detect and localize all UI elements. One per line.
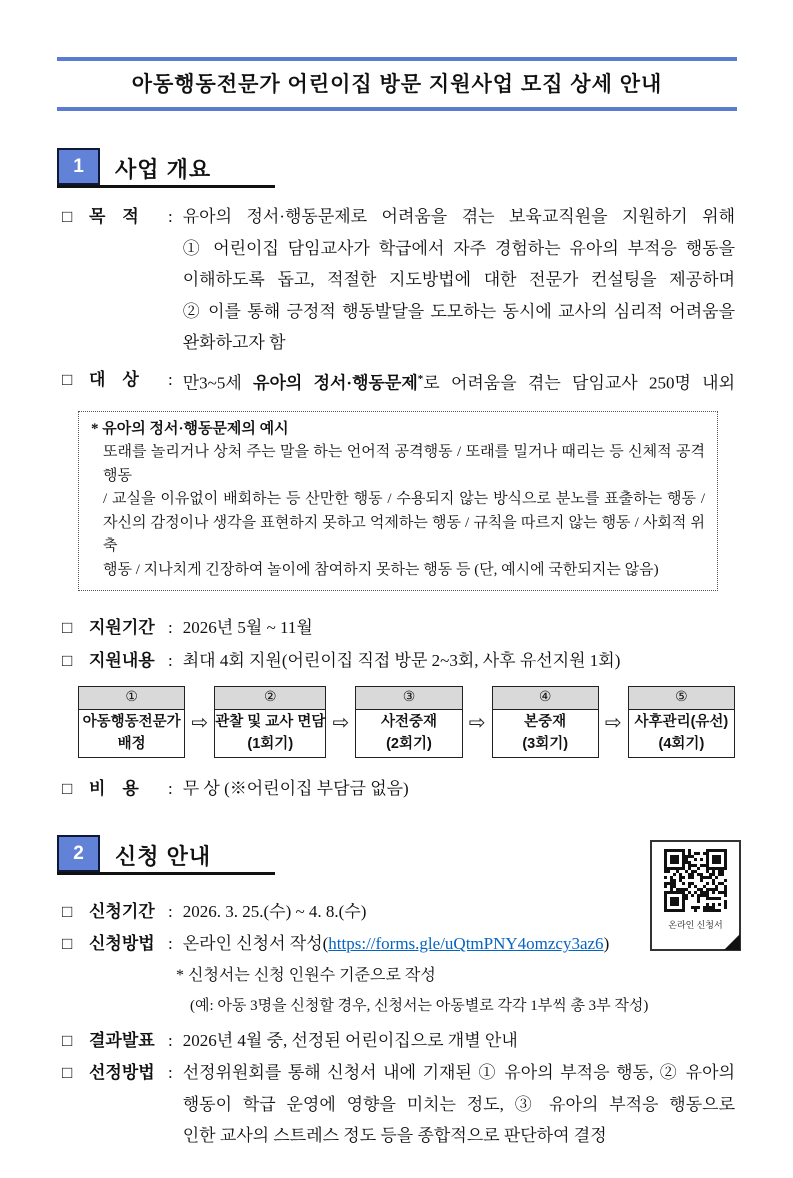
step-line1: 사전중재 <box>380 714 437 731</box>
section1-number-badge: 1 <box>57 148 100 185</box>
step-line2: (4회기) <box>658 736 705 753</box>
period-row <box>62 612 735 644</box>
result-label: 결과발표 <box>89 1030 155 1050</box>
selection-row <box>62 1057 735 1152</box>
process-step-5 <box>628 686 735 758</box>
square-bullet-icon: □ <box>62 369 73 389</box>
target-label: 대 상 <box>89 369 139 389</box>
section2-number-badge: 2 <box>57 835 100 872</box>
cost-label: 비 용 <box>89 779 139 799</box>
target-row <box>62 364 735 399</box>
colon: : <box>168 1030 173 1050</box>
support-row <box>62 645 735 677</box>
section1-header <box>57 148 275 188</box>
right-arrow-icon: ⇨ <box>468 711 486 734</box>
square-bullet-icon: □ <box>62 618 73 638</box>
qr-caption: 온라인 신청서 <box>668 920 723 930</box>
step-line2: 배정 <box>117 736 146 753</box>
colon: : <box>168 207 173 226</box>
apply-period-label: 신청기간 <box>89 901 155 921</box>
application-note-2: (예: 아동 3명을 신청할 경우, 신청서는 아동별로 각각 1부씩 총 3부 작성) <box>190 997 649 1014</box>
square-bullet-icon: □ <box>62 1030 73 1050</box>
right-arrow-icon: ⇨ <box>604 711 622 734</box>
example-box <box>78 411 718 592</box>
support-label: 지원내용 <box>89 650 155 670</box>
step-line1: 사후관리(유선) <box>634 714 729 731</box>
page-title: 아동행동전문가 어린이집 방문 지원사업 모집 상세 안내 <box>131 73 663 96</box>
cost-value: 무 상 (※어린이집 부담금 없음) <box>182 779 409 799</box>
example-line: / 교실을 이유없이 배회하는 등 산만한 행동 / 수용되지 않는 방식으로 분노를 표출하는 행동 / <box>103 491 705 508</box>
colon: : <box>168 650 173 670</box>
title-block <box>57 57 737 111</box>
apply-method-row <box>62 928 735 960</box>
purpose-line: ① 어린이집 담임교사가 학급에서 자주 경험하는 유아의 부적응 행동을 <box>182 238 735 258</box>
support-value: 최대 4회 지원(어린이집 직접 방문 2~3회, 사후 유선지원 1회) <box>182 650 621 670</box>
apply-method-pre: 온라인 신청서 작성( <box>182 934 329 954</box>
qr-panel <box>650 840 741 951</box>
target-pre: 만3~5세 <box>182 373 254 393</box>
process-step-2 <box>214 686 326 758</box>
purpose-line: 이해하도록 돕고, 적절한 지도방법에 대한 전문가 컨설팅을 제공하며 <box>182 270 735 289</box>
square-bullet-icon: □ <box>62 934 73 954</box>
step-body <box>493 710 598 757</box>
section2-title: 신청 안내 <box>115 843 212 869</box>
step-number: ④ <box>493 687 598 710</box>
step-line2: (1회기) <box>247 736 294 753</box>
step-number: ⑤ <box>629 687 734 710</box>
step-line1: 본중재 <box>524 714 567 731</box>
square-bullet-icon: □ <box>62 650 73 670</box>
step-body <box>629 710 734 757</box>
step-number: ③ <box>356 687 461 710</box>
asterisk-superscript: * <box>417 372 424 385</box>
result-value: 2026년 4월 중, 선정된 어린이집으로 개별 안내 <box>182 1030 518 1050</box>
section2-header <box>57 835 275 875</box>
document-page <box>0 57 793 1178</box>
purpose-label: 목 적 <box>89 207 139 226</box>
example-line: 또래를 놀리거나 상처 주는 말을 하는 언어적 공격행동 / 또래를 밀거나 때리는 등 신체적 공격행동 <box>103 444 705 484</box>
example-box-body <box>103 441 705 582</box>
selection-label: 선정방법 <box>89 1063 155 1083</box>
folded-corner <box>724 934 740 950</box>
example-box-title: * 유아의 정서·행동문제의 예시 <box>91 420 289 437</box>
step-body <box>215 710 325 757</box>
result-row <box>62 1025 735 1057</box>
step-line2: (3회기) <box>522 736 569 753</box>
colon: : <box>168 369 173 389</box>
period-label: 지원기간 <box>89 618 155 638</box>
application-form-link[interactable]: https://forms.gle/uQtmPNY4omzcy3az6 <box>328 934 604 954</box>
square-bullet-icon: □ <box>62 901 73 921</box>
square-bullet-icon: □ <box>62 207 73 226</box>
selection-line: 선정위원회를 통해 신청서 내에 기재된 ① 유아의 부적응 행동, ② 유아의 <box>182 1063 735 1083</box>
purpose-line: 유아의 정서·행동문제로 어려움을 겪는 보육교직원을 지원하기 위해 <box>182 207 735 226</box>
apply-method-label: 신청방법 <box>89 934 155 954</box>
apply-method-post: ) <box>603 934 610 954</box>
step-number: ① <box>79 687 184 710</box>
colon: : <box>168 934 173 954</box>
period-value: 2026년 5월 ~ 11월 <box>182 618 313 638</box>
purpose-row <box>62 201 735 359</box>
qr-code <box>664 849 727 912</box>
apply-period-value: 2026. 3. 25.(수) ~ 4. 8.(수) <box>182 901 367 921</box>
cost-row <box>62 773 735 805</box>
example-line: 자신의 감정이나 생각을 표현하지 못하고 억제하는 행동 / 규칙을 따르지 않는 행동 / 사회적 위축 <box>103 514 705 555</box>
colon: : <box>168 1063 173 1083</box>
colon: : <box>168 901 173 921</box>
target-bold: 유아의 정서·행동문제 <box>253 373 418 393</box>
process-step-4 <box>492 686 599 758</box>
square-bullet-icon: □ <box>62 1063 73 1083</box>
purpose-content <box>183 201 735 359</box>
process-step-3 <box>355 686 462 758</box>
colon: : <box>168 779 173 799</box>
right-arrow-icon: ⇨ <box>191 711 209 734</box>
square-bullet-icon: □ <box>62 779 73 799</box>
target-content <box>183 364 735 399</box>
step-body <box>356 710 461 757</box>
process-flow-diagram <box>78 686 735 758</box>
example-line: 행동 / 지나치게 긴장하여 놀이에 참여하지 못하는 행동 등 (단, 예시에 국한되지는 않음) <box>103 561 659 578</box>
apply-period-row <box>62 896 735 928</box>
target-post: 로 어려움을 겪는 담임교사 250명 내외 <box>423 373 735 393</box>
step-body <box>79 710 184 757</box>
selection-line: 행동이 학급 운영에 영향을 미치는 정도, ③ 유아의 부적응 행동으로 <box>182 1094 735 1114</box>
selection-line: 인한 교사의 스트레스 정도 등을 종합적으로 판단하여 결정 <box>182 1126 607 1146</box>
colon: : <box>168 618 173 638</box>
step-line1: 아동행동전문가 <box>82 714 181 731</box>
section1-title: 사업 개요 <box>115 157 212 182</box>
application-note-1: * 신청서는 신청 인원수 기준으로 작성 <box>176 966 436 984</box>
right-arrow-icon: ⇨ <box>332 711 350 734</box>
selection-content <box>183 1057 735 1152</box>
step-number: ② <box>215 687 325 710</box>
purpose-line: ② 이를 통해 긍정적 행동발달을 도모하는 동시에 교사의 심리적 어려움을 <box>182 301 735 321</box>
step-line2: (2회기) <box>386 736 432 753</box>
process-step-1 <box>78 686 185 758</box>
step-line1: 관찰 및 교사 면담 <box>215 714 326 731</box>
purpose-line: 완화하고자 함 <box>182 333 286 352</box>
